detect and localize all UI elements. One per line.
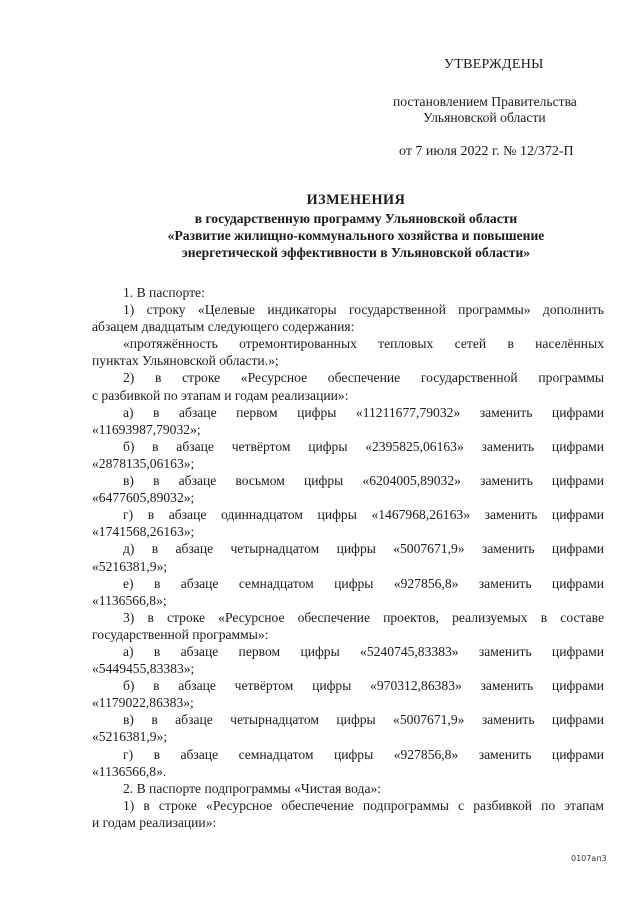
body-line: 1) строку «Целевые индикаторы государственной программы» дополнить bbox=[123, 302, 604, 318]
body-line: «5216381,9»; bbox=[92, 558, 168, 574]
title-line-2: в государственную программу Ульяновской области bbox=[194, 211, 518, 226]
body-line: «6477605,89032»; bbox=[92, 490, 195, 506]
body-line: и годам реализации»: bbox=[92, 814, 217, 830]
body-line: 1) в строке «Ресурсное обеспечение подпрограммы с разбивкой по этапам bbox=[123, 797, 604, 813]
body-line: абзацем двадцатым следующего содержания: bbox=[92, 319, 355, 335]
body-line: а) в абзаце первом цифры «5240745,83383» заменить цифрами bbox=[123, 643, 604, 659]
body-line: 2) в строке «Ресурсное обеспечение государственной программы bbox=[123, 370, 604, 386]
document-code: 0107ап3 bbox=[571, 854, 607, 863]
document-body bbox=[92, 284, 604, 831]
title-heading: ИЗМЕНЕНИЯ bbox=[306, 192, 406, 208]
body-line: «1136566,8»; bbox=[92, 592, 167, 608]
body-line: г) в абзаце одиннадцатом цифры «1467968,26163» заменить цифрами bbox=[123, 507, 604, 523]
body-line: д) в абзаце четырнадцатом цифры «5007671,9» заменить цифрами bbox=[123, 541, 604, 557]
body-line: «1136566,8». bbox=[92, 763, 167, 779]
body-line: государственной программы»: bbox=[92, 626, 269, 642]
body-line: 1. В паспорте: bbox=[123, 285, 205, 300]
body-line: «протяжённость отремонтированных тепловых сетей в населённых bbox=[123, 336, 604, 352]
body-line: пунктах Ульяновской области.»; bbox=[92, 353, 279, 369]
body-line: «1741568,26163»; bbox=[92, 524, 195, 540]
body-line: «2878135,06163»; bbox=[92, 455, 195, 471]
title-line-3: «Развитие жилищно-коммунального хозяйства и повышение bbox=[167, 228, 545, 243]
decree-line-2: Ульяновской области bbox=[423, 110, 546, 125]
decree-date: от 7 июля 2022 г. № 12/372-П bbox=[399, 144, 574, 159]
body-line: «11693987,79032»; bbox=[92, 421, 201, 437]
body-line: в) в абзаце восьмом цифры «6204005,89032» заменить цифрами bbox=[123, 473, 604, 489]
body-line: 3) в строке «Ресурсное обеспечение проектов, реализуемых в составе bbox=[123, 609, 604, 625]
body-line: 2. В паспорте подпрограммы «Чистая вода»: bbox=[123, 780, 382, 796]
decree-line-1: постановлением Правительства bbox=[393, 94, 577, 109]
document-title bbox=[96, 192, 616, 261]
body-line: «1179022,86383»; bbox=[92, 695, 194, 711]
body-line: «5449455,83383»; bbox=[92, 661, 195, 677]
title-line-4: энергетической эффективности в Ульяновской области» bbox=[181, 245, 531, 260]
body-line: а) в абзаце первом цифры «11211677,79032» заменить цифрами bbox=[123, 404, 604, 420]
body-line: г) в абзаце семнадцатом цифры «927856,8» заменить цифрами bbox=[123, 746, 604, 762]
body-line: с разбивкой по этапам и годам реализации»: bbox=[92, 387, 349, 403]
body-line: в) в абзаце четырнадцатом цифры «5007671,9» заменить цифрами bbox=[123, 712, 604, 728]
body-line: е) в абзаце семнадцатом цифры «927856,8» заменить цифрами bbox=[123, 575, 604, 591]
body-line: «5216381,9»; bbox=[92, 729, 168, 745]
body-line: б) в абзаце четвёртом цифры «970312,86383» заменить цифрами bbox=[123, 678, 604, 694]
body-line: б) в абзаце четвёртом цифры «2395825,06163» заменить цифрами bbox=[123, 438, 604, 454]
approved-stamp: УТВЕРЖДЕНЫ bbox=[444, 57, 544, 72]
